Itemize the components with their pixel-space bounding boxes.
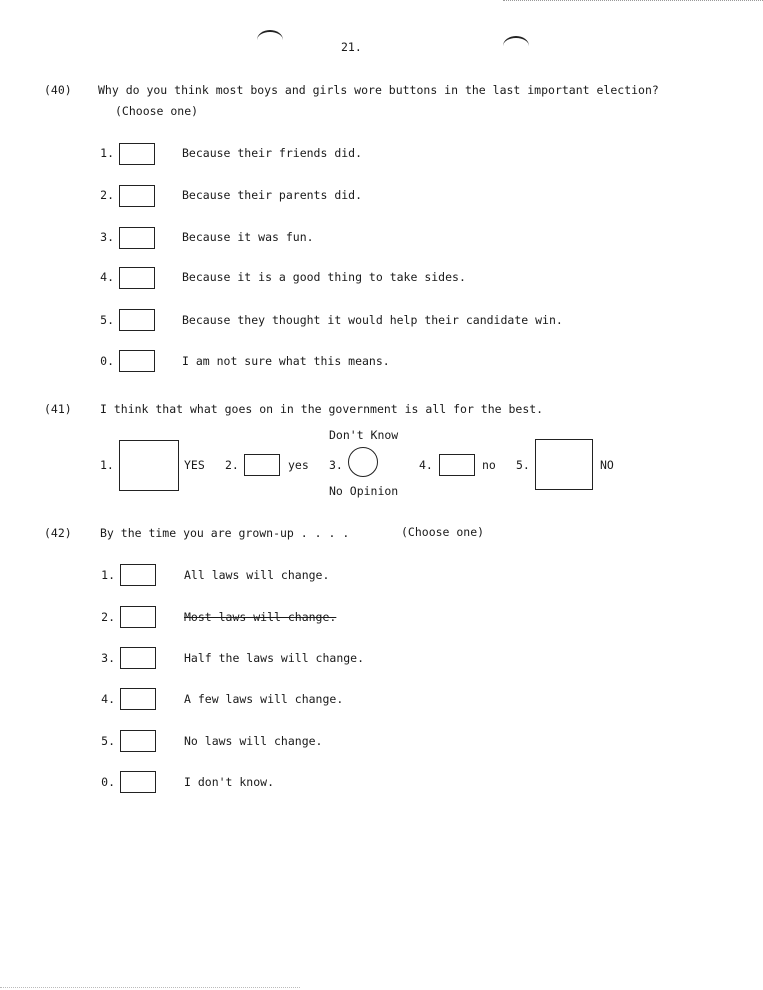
option-text: NO [600,458,614,472]
answer-checkbox[interactable] [120,771,156,793]
option-number: 1. [101,568,115,582]
question-prompt: By the time you are grown-up . . . . [100,526,350,540]
option-number: 4. [419,458,433,472]
option-number: 3. [101,651,115,665]
question-prompt: I think that what goes on in the government is all for the best. [100,402,544,416]
option-text: I am not sure what this means. [182,354,390,368]
option-number: 4. [100,270,114,284]
option-text: All laws will change. [184,568,330,582]
option-text: A few laws will change. [184,692,344,706]
option-number: 1. [100,458,114,472]
option-text: Half the laws will change. [184,651,365,665]
question-number: (40) [44,83,72,97]
option-number: 0. [101,775,115,789]
answer-checkbox[interactable] [120,730,156,752]
answer-checkbox[interactable] [120,647,156,669]
option-text: Because their friends did. [182,146,363,160]
option-text: YES [184,458,205,472]
option-number: 2. [225,458,239,472]
option-text-above: Don't Know [329,428,399,442]
answer-checkbox-large[interactable] [535,439,593,490]
answer-checkbox[interactable] [119,185,155,207]
bottom-dotted-edge [0,987,300,988]
binder-mark-right [503,36,529,56]
top-dotted-edge [503,0,763,1]
question-instruction: (Choose one) [115,104,199,118]
option-text: Because their parents did. [182,188,363,202]
option-number: 0. [100,354,114,368]
answer-checkbox[interactable] [119,143,155,165]
option-number: 3. [100,230,114,244]
question-instruction: (Choose one) [401,525,485,539]
answer-checkbox[interactable] [439,454,475,476]
answer-checkbox[interactable] [119,309,155,331]
option-text: No laws will change. [184,734,323,748]
binder-mark-left [257,30,283,50]
option-number: 2. [101,610,115,624]
option-number: 3. [329,458,343,472]
option-text: Because they thought it would help their candidate win. [182,313,563,327]
option-text: Most laws will change. [184,610,337,624]
answer-checkbox[interactable] [119,350,155,372]
option-number: 5. [516,458,530,472]
answer-checkbox[interactable] [120,688,156,710]
option-text: Because it is a good thing to take sides. [182,270,466,284]
answer-checkbox[interactable] [119,267,155,289]
option-text: yes [288,458,309,472]
answer-circle[interactable] [348,447,378,477]
option-number: 5. [101,734,115,748]
question-prompt: Why do you think most boys and girls wore buttons in the last important election? [98,83,659,97]
question-number: (41) [44,402,72,416]
option-text-below: No Opinion [329,484,399,498]
option-text: I don't know. [184,775,275,789]
option-text: Because it was fun. [182,230,314,244]
answer-checkbox[interactable] [120,564,156,586]
answer-checkbox[interactable] [244,454,280,476]
question-number: (42) [44,526,72,540]
option-number: 1. [100,146,114,160]
option-number: 4. [101,692,115,706]
option-text: no [482,458,496,472]
answer-checkbox[interactable] [119,227,155,249]
answer-checkbox-large[interactable] [119,440,179,491]
option-number: 2. [100,188,114,202]
answer-checkbox[interactable] [120,606,156,628]
option-number: 5. [100,313,114,327]
page-number: 21. [341,40,362,54]
